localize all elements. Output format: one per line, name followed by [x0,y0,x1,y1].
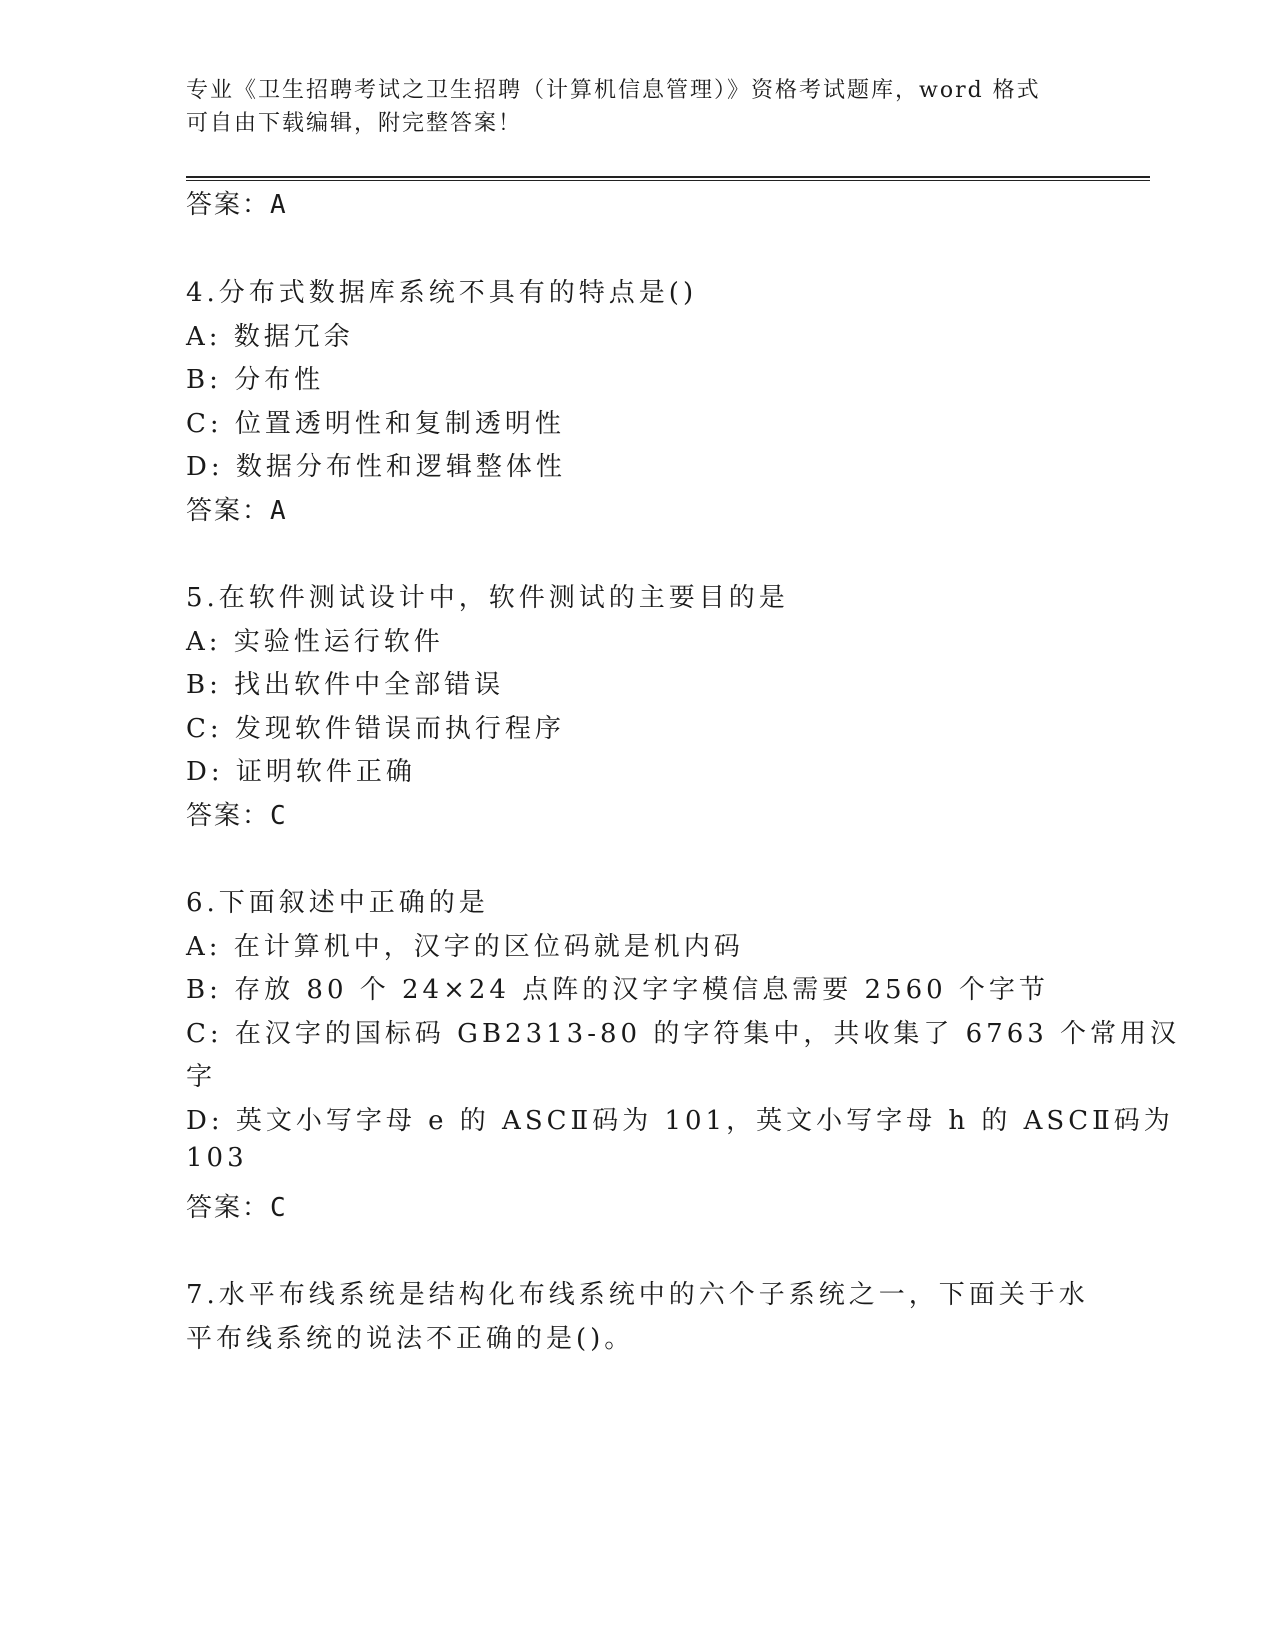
answer-line [186,184,288,221]
answer-line [186,490,288,527]
option-d: D: 英文小写字母 e 的 ASCⅡ码为 101，英文小写字母 h 的 ASCⅡ码为 [186,1106,1174,1136]
option-c-continued: 字 [186,1062,217,1092]
option-d: D: 证明软件正确 [186,757,416,787]
document-header [186,74,1066,140]
question-stem: 6.下面叙述中正确的是 [186,888,489,918]
answer-value: A [270,190,288,220]
option-c: C: 发现软件错误而执行程序 [186,714,565,744]
answer-label: 答案： [186,190,271,220]
option-c: C: 位置透明性和复制透明性 [186,409,565,439]
answer-label: 答案： [186,496,271,526]
option-c: C: 在汉字的国标码 GB2313-80 的字符集中，共收集了 6763 个常用汉 [186,1019,1181,1049]
header-divider [186,176,1150,181]
option-a: A: 在计算机中，汉字的区位码就是机内码 [186,932,744,962]
option-b: B: 找出软件中全部错误 [186,670,505,700]
option-d-continued: 103 [186,1143,248,1173]
header-line-1: 专业《卫生招聘考试之卫生招聘（计算机信息管理）》资格考试题库，word 格式 [186,78,1041,103]
option-a: A: 数据冗余 [186,322,354,352]
answer-label: 答案： [186,1193,271,1223]
question-stem: 5.在软件测试设计中，软件测试的主要目的是 [186,583,789,613]
question-stem-continued: 平布线系统的说法不正确的是()。 [186,1324,635,1354]
answer-value: C [270,801,288,831]
answer-line [186,795,288,832]
answer-label: 答案： [186,801,271,831]
option-b: B: 存放 80 个 24×24 点阵的汉字字模信息需要 2560 个字节 [186,975,1049,1005]
option-a: A: 实验性运行软件 [186,627,444,657]
header-line-2: 可自由下载编辑，附完整答案！ [186,111,523,136]
question-stem: 4.分布式数据库系统不具有的特点是() [186,278,698,308]
answer-value: A [270,496,288,526]
option-d: D: 数据分布性和逻辑整体性 [186,452,566,482]
answer-value: C [270,1193,288,1223]
question-stem: 7.水平布线系统是结构化布线系统中的六个子系统之一，下面关于水 [186,1280,1089,1310]
option-b: B: 分布性 [186,365,325,395]
answer-line [186,1187,288,1224]
